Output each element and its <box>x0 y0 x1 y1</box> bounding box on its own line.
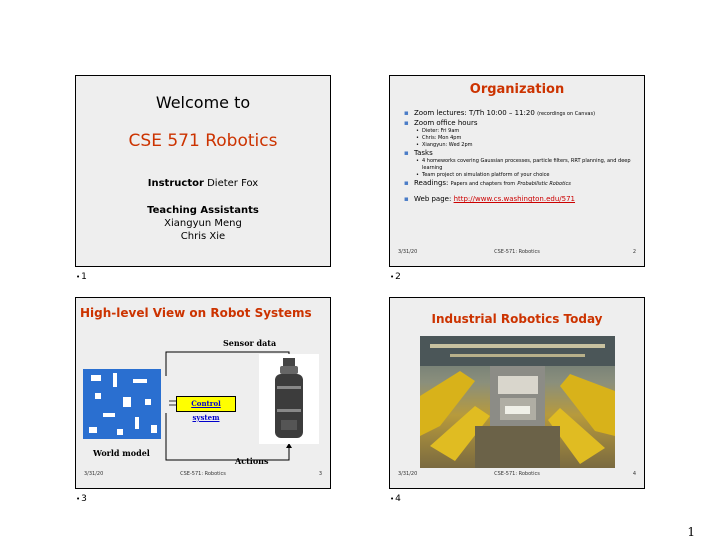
ta-name: Chris Xie <box>180 231 226 242</box>
sub-list-item: • Team project on simulation platform of your choice <box>404 172 636 179</box>
list-item: ▪ Readings: Papers and chapters from Probabilistic Robotics <box>404 179 636 189</box>
world-map-image <box>83 369 161 439</box>
slide-1 <box>75 75 331 267</box>
list-item: ▪ Zoom lectures: T/Th 10:00 – 11:20 (recordings on Canvas) <box>404 109 636 119</box>
slide4-title: Industrial Robotics Today <box>431 312 603 326</box>
list-item: ▪ Web page: http://www.cs.washington.edu/571 <box>404 195 636 204</box>
control-system-box: Control system <box>176 396 236 412</box>
course-title: CSE 571 Robotics <box>128 131 278 151</box>
web-link[interactable]: http://www.cs.washington.edu/571 <box>453 195 576 203</box>
ta-label: Teaching Assistants <box>147 205 259 216</box>
sub-list-item: • Dieter: Fri 9am <box>404 128 636 135</box>
sub-list-item: • Xiangyun: Wed 2pm <box>404 142 636 149</box>
slide-3 <box>75 297 331 489</box>
slide-footer: 3/31/20 CSE-571: Robotics 4 <box>398 471 636 477</box>
instructor-name: Dieter Fox <box>207 178 259 189</box>
slide2-title: Organization <box>469 82 565 97</box>
slide-marker: •2 <box>390 272 401 282</box>
slide-2 <box>389 75 645 267</box>
slide-marker: •4 <box>390 494 401 504</box>
sub-list-item: • Chris: Mon 4pm <box>404 135 636 142</box>
instructor-label: Instructor <box>147 178 204 189</box>
sensor-data-label: Sensor data <box>223 338 277 348</box>
slide-marker: •1 <box>76 272 87 282</box>
slide1-title: Welcome to <box>155 93 251 112</box>
slide-marker: •3 <box>76 494 87 504</box>
bullet-list <box>404 109 636 204</box>
ta-block <box>76 204 330 243</box>
list-item: ▪ Tasks <box>404 149 636 158</box>
world-model-label: World model <box>93 448 150 458</box>
page-number: 1 <box>687 525 695 539</box>
slide3-title: High-level View on Robot Systems <box>80 306 312 320</box>
slide-footer: 3/31/20 CSE-571: Robotics 3 <box>84 471 322 477</box>
instructor-line <box>76 178 330 189</box>
slide-4 <box>389 297 645 489</box>
slide-footer: 3/31/20 CSE-571: Robotics 2 <box>398 249 636 255</box>
factory-photo <box>420 336 615 468</box>
actions-label: Actions <box>235 456 269 466</box>
sub-list-item: • 4 homeworks covering Gaussian processes, particle filters, RRT planning, and deep learning <box>404 158 636 172</box>
list-item: ▪ Zoom office hours <box>404 119 636 128</box>
ta-name: Xiangyun Meng <box>164 218 242 229</box>
robot-image <box>259 354 319 444</box>
